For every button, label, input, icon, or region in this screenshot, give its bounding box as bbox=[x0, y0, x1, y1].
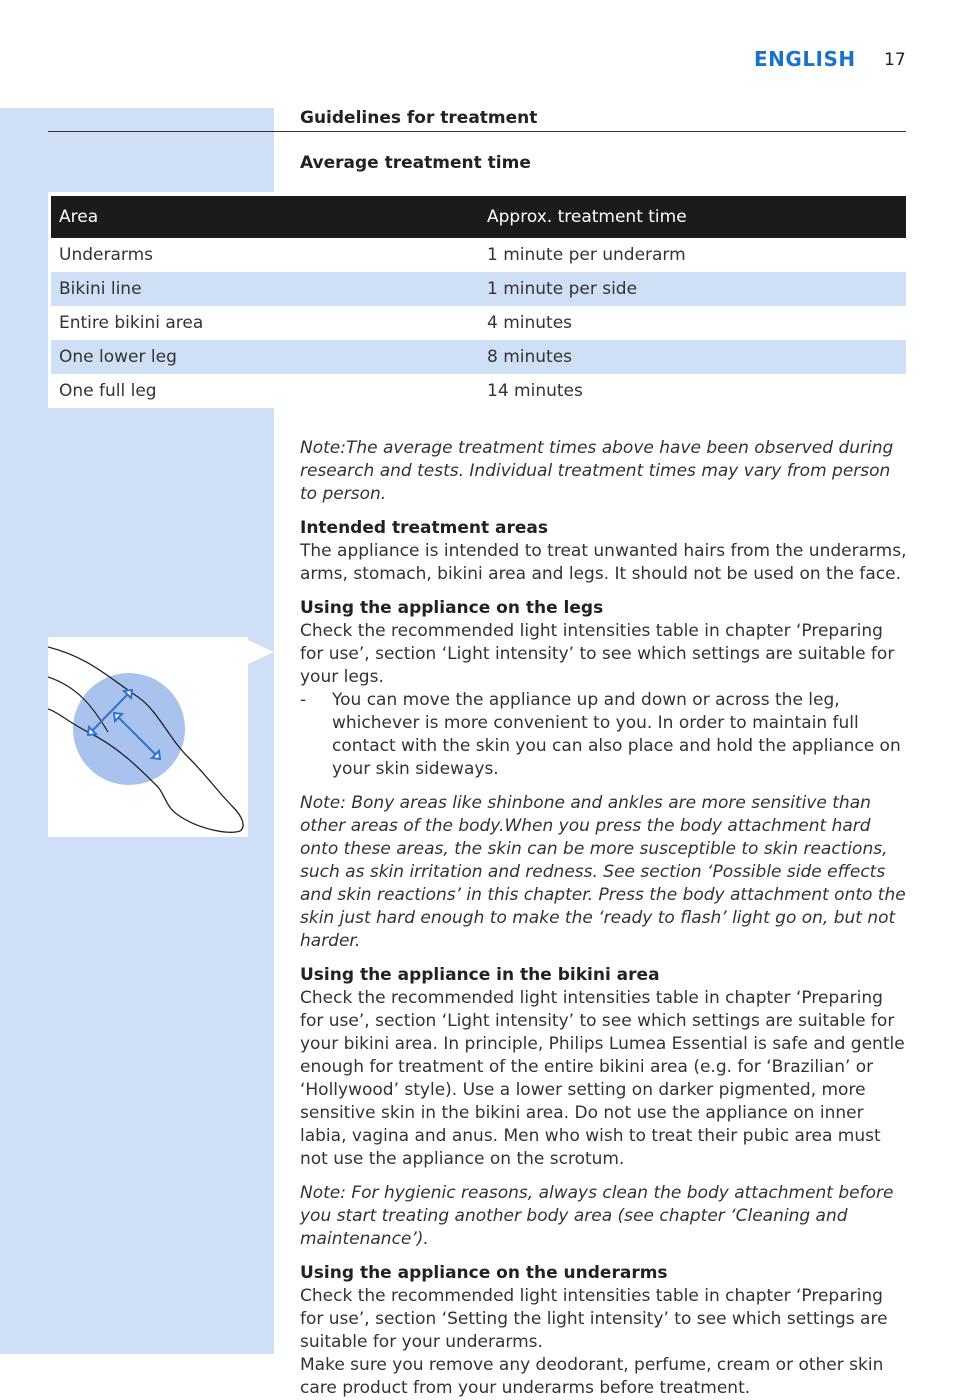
language-label: ENGLISH bbox=[754, 47, 856, 71]
table-row bbox=[51, 238, 906, 272]
paragraph-underarms-2: Make sure you remove any deodorant, perfume, cream or other skin care product from your underarms before treatment. bbox=[300, 1355, 884, 1398]
table-row bbox=[51, 306, 906, 340]
table-cell-time: 1 minute per side bbox=[479, 272, 906, 306]
table-cell-area: Bikini line bbox=[51, 272, 479, 306]
column-header-area: Area bbox=[51, 196, 479, 238]
table-cell-area: One full leg bbox=[59, 381, 157, 401]
heading-bikini: Using the appliance in the bikini area bbox=[300, 965, 660, 985]
heading-legs: Using the appliance on the legs bbox=[300, 598, 604, 618]
table-cell-area: Underarms bbox=[59, 245, 153, 265]
callout-pointer bbox=[248, 640, 274, 664]
treatment-time-table bbox=[51, 196, 906, 408]
leg-illustration bbox=[48, 637, 248, 837]
bullet-text-legs: You can move the appliance up and down or across the leg, whichever is more convenient to you. In order to maintain full contact with the skin you can also place and hold the appliance on your skin sideways. bbox=[332, 690, 901, 779]
table-row bbox=[51, 340, 906, 374]
heading-underarms: Using the appliance on the underarms bbox=[300, 1263, 668, 1283]
paragraph-intended-areas: The appliance is intended to treat unwanted hairs from the underarms, arms, stomach, bikini area and legs. It should not be used on the face. bbox=[300, 541, 907, 584]
table-cell-time: 1 minute per underarm bbox=[487, 245, 686, 265]
table-cell-time: 4 minutes bbox=[487, 313, 573, 333]
main-content bbox=[300, 437, 908, 1400]
note-bony-areas: Note: Bony areas like shinbone and ankles are more sensitive than other areas of the body.When you press the body attachment hard onto these areas, the skin can be more susceptible to skin reactions, such as skin irritation and redness. See section ‘Possible side effects and skin reactions’ in this chapter. Press the body attachment onto the skin just hard enough to make the ‘ready to flash’ light go on, but not harder. bbox=[300, 793, 906, 951]
column-header-time: Approx. treatment time bbox=[479, 196, 906, 238]
table-row bbox=[51, 272, 906, 306]
divider bbox=[48, 131, 906, 132]
table-cell-time: 8 minutes bbox=[479, 340, 906, 374]
note-hygienic: Note: For hygienic reasons, always clean the body attachment before you start treating another body area (see chapter ‘Cleaning and maintenance’). bbox=[300, 1183, 894, 1249]
leg-treatment-icon bbox=[48, 637, 248, 837]
section-title: Guidelines for treatment bbox=[300, 108, 538, 128]
bullet-dash: - bbox=[300, 690, 307, 710]
table-row bbox=[51, 374, 906, 408]
table-cell-area: One lower leg bbox=[51, 340, 479, 374]
table-cell-area: Entire bikini area bbox=[59, 313, 204, 333]
paragraph-bikini: Check the recommended light intensities table in chapter ‘Preparing for use’, section ‘Light intensity’ to see which settings are suitable for your bikini area. In principle, Philips Lumea Essential is safe and gentle enough for treatment of the entire bikini area (e.g. for ‘Brazilian’ or ‘Hollywood’ style). Use a lower setting on darker pigmented, more sensitive skin in the bikini area. Do not use the appliance on inner labia, vagina and anus. Men who wish to treat their pubic area must not use the appliance on the scrotum. bbox=[300, 988, 905, 1169]
table-header-row bbox=[51, 196, 906, 238]
heading-intended-areas: Intended treatment areas bbox=[300, 518, 548, 538]
paragraph-legs: Check the recommended light intensities table in chapter ‘Preparing for use’, section ‘Light intensity’ to see which settings are suitable for your legs. bbox=[300, 621, 895, 687]
bullet-item bbox=[300, 689, 908, 781]
table-cell-time: 14 minutes bbox=[487, 381, 583, 401]
paragraph-underarms-1: Check the recommended light intensities table in chapter ‘Preparing for use’, section ‘Setting the light intensity’ to see which settings are suitable for your underarms. bbox=[300, 1286, 888, 1352]
note-average-times: Note:The average treatment times above have been observed during research and tests. Individual treatment times may vary from person to person. bbox=[300, 438, 894, 504]
page-number: 17 bbox=[884, 50, 906, 70]
section-subtitle: Average treatment time bbox=[300, 153, 531, 173]
